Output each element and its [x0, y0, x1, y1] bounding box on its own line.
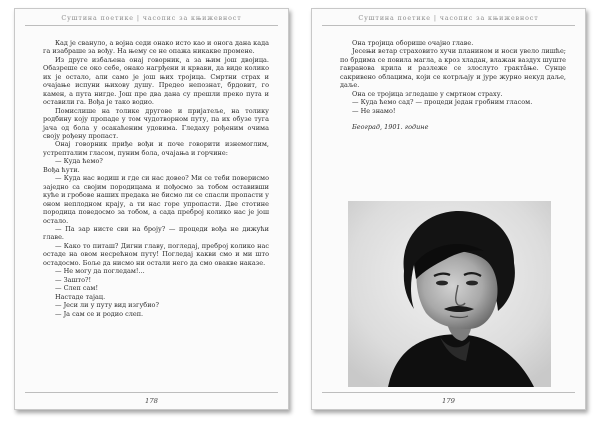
dialogue-line: — Куда нас водиш и где си нас довео? Ми се теби поверисмо заједно са својим породицама и пођосмо за тобом оставивши куће и гробове наших предака не бисмо ли се спасли пропасти у оном неплодном крају, а ти нас горе упропасти. Две стотине породица поведосмо за тобом, а сада преброј колико нас је још остало. — [43, 174, 269, 225]
dialogue-line: — Слеп сам! — [55, 284, 99, 293]
dialogue-line: — Како то питаш? Дигни главу, погледај, преброј колико нас остаде на овом несрећном путу! Погледај какви смо и ми што остадосмо. Боље да нисмо ни остали него да смо овакве наказе. — [43, 241, 269, 267]
dateline: Београд, 1901. године — [352, 123, 429, 132]
paragraph: Јесењи ветар страховито хучи планином и носи увело лишће; по брдима се повила магла, а кроз хладан, влажан ваздух шуште гавранова крила и разлеже се злослуто гракта̂ње. Сунце сакривено облацима, који се котрљају и јуре журно некуд даље, даље. — [340, 47, 566, 90]
dialogue-line: — Куда ћемо? — [55, 157, 103, 166]
running-head: Суштина поетике | часопис за књижевност — [61, 15, 242, 22]
dialogue-line: — Па зар нисте сви на броју? — процеди вођа не дижући главе. — [43, 224, 269, 242]
footer-rule — [322, 392, 575, 393]
dialogue-line: — Ја сам се и родио слеп. — [55, 309, 144, 318]
body-text — [340, 39, 566, 132]
dialogue-line: — Јеси ли у путу вид изгубио? — [55, 301, 159, 310]
paragraph: Вођа ћути. — [43, 165, 80, 174]
paragraph: Она тројица оборише очајно главе. — [352, 39, 474, 47]
page-number: 178 — [145, 397, 158, 405]
dialogue-line: — Не знамо! — [352, 106, 396, 115]
right-eye — [466, 281, 478, 286]
paragraph: Помислише на толике другове и пријатеље, на толику родбину коју пропаде у том чудотворном путу, па их обузе туга јача од бола у осакаћеним удовима. Гледаху рођеним очима своју рођену пропаст. — [43, 106, 269, 140]
paragraph: Из друге избаљена онај говорник, а за њим још двојица. Обазреше се око себе, онако нагрђени и крвави, да виде колико их је остало, али само је још њих тројица. Смртни страх и очајање испуни њихову душу. Предео непознат, брдовит, го камен, а пута нигде. Још пре два дана су прешли преко пута и оставили га. Вођа је тако водио. — [43, 55, 269, 107]
right-page — [311, 8, 586, 410]
paragraph: Она се тројица згледаше у смртном страху. — [352, 89, 503, 98]
left-page — [14, 8, 289, 410]
paragraph: Кад је свануло, а војна седи онако исто као и онога дана када га изабраше за вођу. На њему се не опажа никакве промене. — [43, 39, 269, 56]
header-rule — [25, 25, 278, 26]
paragraph: Онај говорник приђе вођи и поче говорити изнемоглим, устрепталим гласом, пуним бола, очајања и горчине: — [43, 140, 269, 157]
page-number: 179 — [442, 397, 455, 405]
paragraph: Настаде тајац. — [55, 292, 106, 301]
portrait-photo — [348, 201, 551, 387]
dialogue-line: — Не могу да погледам!... — [55, 267, 145, 276]
left-eye — [436, 281, 448, 286]
dialogue-line: — Куда ћемо сад? — процеди један гробним гласом. — [352, 98, 533, 107]
footer-rule — [25, 392, 278, 393]
header-rule — [322, 25, 575, 26]
running-head: Суштина поетике | часопис за књижевност — [358, 15, 539, 22]
body-text — [43, 39, 269, 318]
dialogue-line: — Зашто?! — [55, 275, 92, 284]
